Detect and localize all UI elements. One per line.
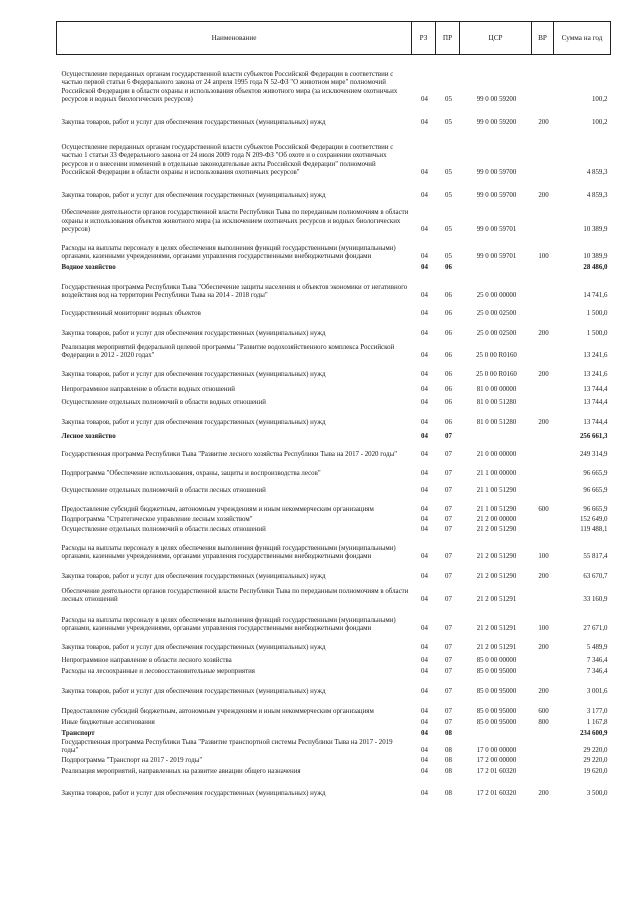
row-pr: 07	[445, 688, 452, 695]
row-vr	[532, 395, 554, 408]
row-pr: 07	[445, 719, 452, 726]
row-pr: 07	[445, 487, 452, 494]
row-rz: 04	[421, 226, 428, 233]
row-pr: 07	[445, 451, 452, 458]
table-row	[57, 301, 611, 319]
row-vr: 200	[538, 644, 549, 651]
row-sum: 5 489,9	[586, 644, 608, 651]
table-body	[57, 55, 611, 799]
row-rz: 04	[421, 330, 428, 337]
row-vr	[532, 515, 554, 525]
row-name: Закупка товаров, работ и услуг для обеспечения государственных (муниципальных) нужд	[61, 119, 326, 126]
row-name: Предоставление субсидий бюджетным, автономным учреждениям и иным некоммерческим организациям	[61, 708, 374, 715]
header-vr: ВР	[532, 22, 554, 55]
row-name: Осуществление отдельных полномочий в области лесных отношений	[61, 526, 266, 533]
row-sum: 13 744,4	[583, 386, 608, 393]
table-row	[57, 55, 611, 105]
row-pr: 08	[445, 747, 452, 754]
row-csr: 25 0 00 02500	[476, 330, 517, 337]
table-row	[57, 361, 611, 380]
row-vr: 600	[538, 506, 549, 513]
row-pr: 06	[445, 292, 452, 299]
row-vr: 100	[538, 553, 549, 560]
row-name: Расходы на выплаты персоналу в целях обеспечения выполнения функций государственными (муниципальными) органами, казенными учреждениями, органами управления государственными внебюджетными фондами	[61, 544, 396, 560]
row-rz: 04	[421, 730, 428, 737]
row-vr	[532, 728, 554, 739]
row-sum: 4 859,3	[586, 169, 608, 176]
row-csr: 21 1 00 51290	[476, 487, 517, 494]
table-row	[57, 262, 611, 273]
row-pr: 07	[445, 553, 452, 560]
row-csr: 99 0 00 59700	[476, 169, 517, 176]
row-csr: 21 2 00 00000	[476, 516, 517, 523]
row-rz: 04	[421, 644, 428, 651]
table-row	[57, 777, 611, 799]
row-csr: 85 0 00 95000	[476, 688, 517, 695]
row-csr: 85 0 00 00000	[476, 657, 517, 664]
budget-table-page	[56, 21, 610, 799]
row-vr	[532, 428, 554, 442]
row-csr: 17 2 01 60320	[476, 790, 517, 797]
row-sum: 234 600,9	[579, 730, 608, 737]
table-row	[57, 235, 611, 262]
row-sum: 27 671,0	[583, 625, 608, 632]
row-pr: 06	[445, 386, 452, 393]
row-sum: 13 744,4	[583, 419, 608, 426]
table-row	[57, 562, 611, 582]
row-vr	[532, 339, 554, 361]
row-sum: 3 001,6	[586, 688, 608, 695]
row-vr	[532, 653, 554, 666]
row-rz: 04	[421, 451, 428, 458]
row-name: Осуществление отдельных полномочий в области водных отношений	[61, 399, 266, 406]
row-name: Закупка товаров, работ и услуг для обеспечения государственных (муниципальных) нужд	[61, 790, 326, 797]
row-rz: 04	[421, 96, 428, 103]
row-sum: 119 488,1	[580, 526, 608, 533]
row-rz: 04	[421, 399, 428, 406]
table-row	[57, 739, 611, 756]
row-rz: 04	[421, 747, 428, 754]
table-row	[57, 428, 611, 442]
row-sum: 10 389,9	[583, 226, 608, 233]
table-row	[57, 460, 611, 479]
row-pr: 05	[445, 169, 452, 176]
row-name: Закупка товаров, работ и услуг для обеспечения государственных (муниципальных) нужд	[61, 371, 326, 378]
table-row	[57, 653, 611, 666]
row-pr: 05	[445, 119, 452, 126]
row-name: Водное хозяйство	[61, 264, 116, 271]
table-row	[57, 496, 611, 515]
row-name: Транспорт	[61, 730, 95, 737]
row-pr: 07	[445, 668, 452, 675]
row-name: Подпрограмма "Транспорт на 2017 - 2019 годы"	[61, 757, 203, 764]
row-rz: 04	[421, 757, 428, 764]
row-vr: 200	[538, 119, 549, 126]
row-vr: 100	[538, 625, 549, 632]
row-csr: 99 0 00 59200	[476, 119, 517, 126]
table-row	[57, 395, 611, 408]
row-sum: 7 346,4	[586, 657, 608, 664]
row-vr: 200	[538, 790, 549, 797]
row-csr: 21 2 00 51290	[476, 573, 517, 580]
row-rz: 04	[421, 470, 428, 477]
row-csr: 21 1 00 51290	[476, 506, 517, 513]
row-pr: 08	[445, 730, 452, 737]
row-csr: 85 0 00 95000	[476, 719, 517, 726]
header-name: Наименование	[57, 22, 412, 55]
row-name: Закупка товаров, работ и услуг для обеспечения государственных (муниципальных) нужд	[61, 192, 326, 199]
table-row	[57, 666, 611, 677]
row-sum: 96 665,9	[583, 506, 608, 513]
row-vr: 200	[538, 688, 549, 695]
row-pr: 07	[445, 470, 452, 477]
row-csr: 17 0 00 00000	[476, 747, 517, 754]
row-sum: 13 241,6	[583, 352, 608, 359]
row-pr: 05	[445, 253, 452, 260]
table-row	[57, 380, 611, 395]
table-row	[57, 201, 611, 235]
table-row	[57, 128, 611, 178]
header-sum: Сумма на год	[554, 22, 611, 55]
row-csr: 85 0 00 95000	[476, 708, 517, 715]
table-row	[57, 442, 611, 460]
row-pr: 08	[445, 790, 452, 797]
row-pr: 07	[445, 596, 452, 603]
row-pr: 06	[445, 399, 452, 406]
row-name: Непрограммное направление в области лесного хозяйства	[61, 657, 232, 664]
table-row	[57, 408, 611, 428]
row-vr	[532, 262, 554, 273]
row-rz: 04	[421, 253, 428, 260]
row-name: Обеспечение деятельности органов государственной власти Республики Тыва по переданным полномочиям в области лесных отношений	[61, 587, 409, 603]
row-sum: 152 649,0	[579, 516, 608, 523]
table-row	[57, 717, 611, 728]
row-name: Иные бюджетные ассигнования	[61, 719, 155, 726]
row-vr	[532, 301, 554, 319]
row-rz: 04	[421, 573, 428, 580]
row-pr: 08	[445, 757, 452, 764]
table-row	[57, 339, 611, 361]
row-rz: 04	[421, 119, 428, 126]
row-vr	[532, 766, 554, 777]
row-csr: 21 0 00 00000	[476, 451, 517, 458]
row-csr: 99 0 00 59701	[476, 253, 517, 260]
row-pr: 07	[445, 644, 452, 651]
row-sum: 10 389,9	[583, 253, 608, 260]
table-row	[57, 728, 611, 739]
row-vr	[532, 380, 554, 395]
row-sum: 13 744,4	[583, 399, 608, 406]
row-sum: 1 167,8	[586, 719, 608, 726]
row-csr: 81 0 00 51280	[476, 399, 517, 406]
row-sum: 96 665,9	[583, 487, 608, 494]
row-pr: 06	[445, 264, 452, 271]
row-csr	[460, 428, 532, 442]
table-row	[57, 105, 611, 128]
table-row	[57, 535, 611, 562]
row-rz: 04	[421, 487, 428, 494]
row-rz: 04	[421, 516, 428, 523]
row-csr: 21 1 00 00000	[476, 470, 517, 477]
row-csr: 25 0 00 R0160	[476, 371, 517, 378]
row-rz: 04	[421, 371, 428, 378]
row-pr: 06	[445, 310, 452, 317]
row-name: Закупка товаров, работ и услуг для обеспечения государственных (муниципальных) нужд	[61, 573, 326, 580]
row-pr: 07	[445, 516, 452, 523]
row-rz: 04	[421, 264, 428, 271]
row-sum: 13 241,6	[583, 371, 608, 378]
row-csr	[460, 262, 532, 273]
row-csr: 21 2 00 51291	[476, 644, 517, 651]
row-pr: 06	[445, 419, 452, 426]
row-vr: 600	[538, 708, 549, 715]
row-rz: 04	[421, 192, 428, 199]
row-name: Подпрограмма "Стратегическое управление лесным хозяйством"	[61, 516, 253, 523]
row-name: Осуществление переданных органам государственной власти субъектов Российской Федерации в соответствии с частью 1 статьи 33 Федерального закона от 24 июля 2009 года N 209-ФЗ "Об охоте и о сохранении охотничьих ресурсов и о внесении изменений в отдельные законодательные акты Российской Федерации" полномочий Российской Федерации в области охраны и использования охотничьих ресурсов"	[61, 143, 394, 176]
row-name: Закупка товаров, работ и услуг для обеспечения государственных (муниципальных) нужд	[61, 330, 326, 337]
row-rz: 04	[421, 688, 428, 695]
row-csr: 21 2 00 51291	[476, 625, 517, 632]
row-csr: 85 0 00 95000	[476, 668, 517, 675]
row-rz: 04	[421, 625, 428, 632]
row-pr: 05	[445, 96, 452, 103]
table-row	[57, 525, 611, 535]
row-pr: 06	[445, 352, 452, 359]
row-vr	[532, 442, 554, 460]
table-row	[57, 677, 611, 697]
row-pr: 07	[445, 625, 452, 632]
row-pr: 07	[445, 573, 452, 580]
row-name: Расходы на выплаты персоналу в целях обеспечения выполнения функций государственными (муниципальными) органами, казенными учреждениями, органами управления государственными внебюджетными фондами	[61, 244, 396, 260]
row-name: Закупка товаров, работ и услуг для обеспечения государственных (муниципальных) нужд	[61, 644, 326, 651]
row-rz: 04	[421, 719, 428, 726]
row-name: Осуществление переданных органам государственной власти субъектов Российской Федерации в соответствии с частью первой статьи 6 Федерального закона от 24 апреля 1995 года N 52-ФЗ "О животном мире" полномочий Российской Федерации в области охраны и использования объектов животного мира (за исключением охотничьих ресурсов и водных биологических ресурсов)	[61, 70, 398, 103]
table-row	[57, 319, 611, 339]
row-name: Государственная программа Республики Тыва "Обеспечение защиты населения и объектов экономики от негативного воздействия вод на территории Республики Тыва на 2014 - 2018 годы"	[61, 283, 408, 299]
header-csr: ЦСР	[460, 22, 532, 55]
row-name: Закупка товаров, работ и услуг для обеспечения государственных (муниципальных) нужд	[61, 688, 326, 695]
row-rz: 04	[421, 526, 428, 533]
row-sum: 4 859,3	[586, 192, 608, 199]
row-rz: 04	[421, 419, 428, 426]
row-rz: 04	[421, 668, 428, 675]
row-rz: 04	[421, 553, 428, 560]
row-csr: 99 0 00 59700	[476, 192, 517, 199]
row-csr: 25 0 00 R0160	[476, 352, 517, 359]
row-rz: 04	[421, 310, 428, 317]
row-sum: 33 160,9	[583, 596, 608, 603]
row-csr	[460, 728, 532, 739]
row-vr	[532, 479, 554, 496]
row-sum: 3 177,0	[586, 708, 608, 715]
row-name: Государственная программа Республики Тыва "Развитие транспортной системы Республики Тыва на 2017 - 2019 годы"	[61, 738, 393, 754]
row-vr	[532, 55, 554, 105]
row-pr: 05	[445, 226, 452, 233]
row-vr: 200	[538, 371, 549, 378]
row-rz: 04	[421, 433, 428, 440]
row-vr	[532, 128, 554, 178]
row-vr	[532, 756, 554, 766]
row-sum: 249 314,9	[579, 451, 608, 458]
row-pr: 07	[445, 708, 452, 715]
row-vr: 200	[538, 192, 549, 199]
row-vr: 800	[538, 719, 549, 726]
row-sum: 29 220,0	[583, 757, 608, 764]
row-rz: 04	[421, 169, 428, 176]
row-csr: 81 0 00 51280	[476, 419, 517, 426]
row-name: Государственная программа Республики Тыва "Развитие лесного хозяйства Республики Тыва на 2017 - 2020 годы"	[61, 451, 398, 458]
row-sum: 1 500,0	[586, 310, 608, 317]
budget-table	[56, 21, 611, 799]
row-vr	[532, 460, 554, 479]
row-csr: 21 2 00 51290	[476, 526, 517, 533]
row-rz: 04	[421, 596, 428, 603]
header-pr: ПР	[436, 22, 460, 55]
row-vr: 200	[538, 573, 549, 580]
row-name: Непрограммное направление в области водных отношений	[61, 386, 235, 393]
row-pr: 07	[445, 657, 452, 664]
row-csr: 25 0 00 00000	[476, 292, 517, 299]
row-sum: 100,2	[591, 119, 608, 126]
row-pr: 07	[445, 433, 452, 440]
row-pr: 06	[445, 371, 452, 378]
row-name: Закупка товаров, работ и услуг для обеспечения государственных (муниципальных) нужд	[61, 419, 326, 426]
row-rz: 04	[421, 657, 428, 664]
row-vr	[532, 201, 554, 235]
table-header	[57, 22, 611, 55]
row-sum: 28 486,0	[583, 264, 608, 271]
row-pr: 06	[445, 330, 452, 337]
table-row	[57, 634, 611, 653]
row-csr: 17 2 01 60320	[476, 768, 517, 775]
row-sum: 14 741,6	[583, 292, 608, 299]
table-row	[57, 479, 611, 496]
row-rz: 04	[421, 506, 428, 513]
row-vr	[532, 525, 554, 535]
row-vr	[532, 666, 554, 677]
row-sum: 96 665,9	[583, 470, 608, 477]
row-name: Расходы на выплаты персоналу в целях обеспечения выполнения функций государственными (муниципальными) органами, казенными учреждениями, органами управления государственными внебюджетными фондами	[61, 616, 396, 632]
table-row	[57, 605, 611, 634]
row-name: Реализация мероприятий, направленных на развитие авиации общего назначения	[61, 768, 301, 775]
row-sum: 63 670,7	[583, 573, 608, 580]
row-rz: 04	[421, 386, 428, 393]
row-pr: 08	[445, 768, 452, 775]
table-row	[57, 756, 611, 766]
table-row	[57, 515, 611, 525]
row-csr: 99 0 00 59200	[476, 96, 517, 103]
header-rz: РЗ	[412, 22, 436, 55]
row-vr: 200	[538, 330, 549, 337]
row-name: Реализация мероприятий федеральной целевой программы "Развитие водохозяйственного комплекса Российской Федерации в 2012 - 2020 годах"	[61, 343, 395, 359]
row-name: Предоставление субсидий бюджетным, автономным учреждениям и иным некоммерческим организациям	[61, 506, 374, 513]
row-sum: 3 500,0	[586, 790, 608, 797]
row-csr: 21 2 00 51291	[476, 596, 517, 603]
table-row	[57, 766, 611, 777]
row-sum: 1 500,0	[586, 330, 608, 337]
row-sum: 55 817,4	[583, 553, 608, 560]
row-name: Государственный мониторинг водных объектов	[61, 310, 201, 317]
row-rz: 04	[421, 292, 428, 299]
row-vr: 200	[538, 419, 549, 426]
row-csr: 17 2 00 00000	[476, 757, 517, 764]
row-vr: 100	[538, 253, 549, 260]
table-row	[57, 273, 611, 301]
row-name: Обеспечение деятельности органов государственной власти Республики Тыва по переданным полномочиям в области охраны и использования объектов животного мира (за исключением охотничьих ресурсов и водных биологических ресурсов)	[61, 209, 409, 233]
row-rz: 04	[421, 708, 428, 715]
row-pr: 07	[445, 506, 452, 513]
row-csr: 25 0 00 02500	[476, 310, 517, 317]
row-rz: 04	[421, 790, 428, 797]
row-name: Осуществление отдельных полномочий в области лесных отношений	[61, 487, 266, 494]
table-row	[57, 582, 611, 605]
row-sum: 7 346,4	[586, 668, 608, 675]
row-rz: 04	[421, 352, 428, 359]
row-name: Расходы на лесоохранные и лесовосстановительные мероприятия	[61, 668, 255, 675]
row-pr: 07	[445, 526, 452, 533]
row-csr: 81 0 00 00000	[476, 386, 517, 393]
row-sum: 29 220,0	[583, 747, 608, 754]
table-row	[57, 697, 611, 717]
row-rz: 04	[421, 768, 428, 775]
row-pr: 05	[445, 192, 452, 199]
row-sum: 19 620,0	[583, 768, 608, 775]
row-csr: 99 0 00 59701	[476, 226, 517, 233]
row-csr: 21 2 00 51290	[476, 553, 517, 560]
row-name: Подпрограмма "Обеспечение использования, охраны, защиты и воспроизводства лесов"	[61, 470, 321, 477]
row-name: Лесное хозяйство	[61, 433, 116, 440]
table-row	[57, 178, 611, 201]
row-vr	[532, 273, 554, 301]
row-vr	[532, 739, 554, 756]
row-sum: 256 661,3	[579, 433, 608, 440]
row-vr	[532, 582, 554, 605]
row-sum: 100,2	[591, 96, 608, 103]
